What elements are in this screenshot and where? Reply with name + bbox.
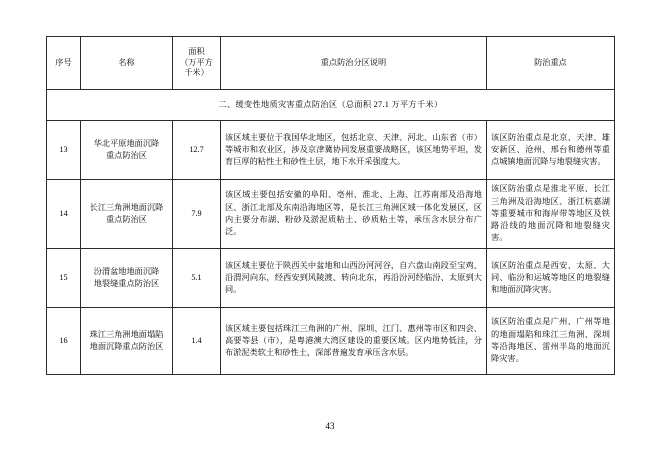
table-row xyxy=(47,180,615,249)
row-focus: 该区防治重点是北京、天津、雄安新区、沧州、邢台和德州等重点城镇地面沉降与地裂缝灾害。 xyxy=(487,121,615,180)
header-area-line1: 面积 xyxy=(188,46,205,56)
header-no: 序号 xyxy=(47,37,81,90)
table-body xyxy=(47,90,615,375)
row-no: 15 xyxy=(47,249,81,308)
table-row xyxy=(47,308,615,375)
table-header xyxy=(47,37,615,90)
row-name: 长江三角洲地面沉降 重点防治区 xyxy=(81,180,173,249)
row-no: 14 xyxy=(47,180,81,249)
row-focus: 该区防治重点是广州、广州等地的地面塌陷和珠江三角洲、深圳等沿海地区、雷州半岛的地面沉降灾害。 xyxy=(487,308,615,375)
header-name: 名称 xyxy=(81,37,173,90)
table-row xyxy=(47,249,615,308)
row-description: 该区域主要位于我国华北地区，包括北京、天津、河北、山东省（市）等城市和农业区，涉及京津冀协同发展重要战略区，该区地势平坦，发育巨厚的粘性土和砂性土层，地下水开采强度大。 xyxy=(221,121,487,180)
page-number: 43 xyxy=(325,421,335,431)
header-area xyxy=(173,37,221,90)
row-description: 该区域主要包括珠江三角洲的广州、深圳、江门、惠州等市区和四会、高要等县（市），是粤港澳大湾区建设的重要区域。区内地势低洼，分布淤泥类软土和砂性土，深部普遍发育承压含水层。 xyxy=(221,308,487,375)
header-row xyxy=(47,37,615,90)
header-area-line3: 千米） xyxy=(184,68,209,78)
header-description: 重点防治分区说明 xyxy=(221,37,487,90)
row-area: 7.9 xyxy=(173,180,221,249)
row-area: 5.1 xyxy=(173,249,221,308)
row-description: 该区域主要包括安徽的阜阳、亳州、淮北、上海、江苏南部及沿海地区、浙江北部及东南沿海地区等，是长江三角洲区域一体化发展区，区内主要分布湖、粉砂及淤泥质粘土、砂质粘土等，承压含水层分布广泛。 xyxy=(221,180,487,249)
row-name: 汾渭盆地地面沉降 地裂缝重点防治区 xyxy=(81,249,173,308)
row-area: 1.4 xyxy=(173,308,221,375)
row-no: 16 xyxy=(47,308,81,375)
header-focus: 防治重点 xyxy=(487,37,615,90)
table-row xyxy=(47,121,615,180)
row-area: 12.7 xyxy=(173,121,221,180)
geological-hazard-table xyxy=(46,36,615,375)
row-name: 珠江三角洲地面塌陷 地面沉降重点防治区 xyxy=(81,308,173,375)
row-focus: 该区防治重点是淮北平原、长江三角洲及沿海地区、浙江杭嘉湖等重要城市和海岸带等地区及铁路沿线的地面沉降和地裂缝灾害。 xyxy=(487,180,615,249)
row-name: 华北平原地面沉降 重点防治区 xyxy=(81,121,173,180)
row-description: 该区域主要位于陕西关中盆地和山西汾河河谷，自六盘山南段至宝鸡、沿渭河向东，经西安到风陵渡、转向北东，再沿汾河经临汾、太原到大同。 xyxy=(221,249,487,308)
section-title: 二、缓变性地质灾害重点防治区（总面积 27.1 万平方千米） xyxy=(47,90,615,121)
header-area-line2: （万平方 xyxy=(180,57,213,67)
row-focus: 该区防治重点是西安、太原、大同、临汾和运城等地区的地裂缝和地面沉降灾害。 xyxy=(487,249,615,308)
row-no: 13 xyxy=(47,121,81,180)
section-title-row xyxy=(47,90,615,121)
